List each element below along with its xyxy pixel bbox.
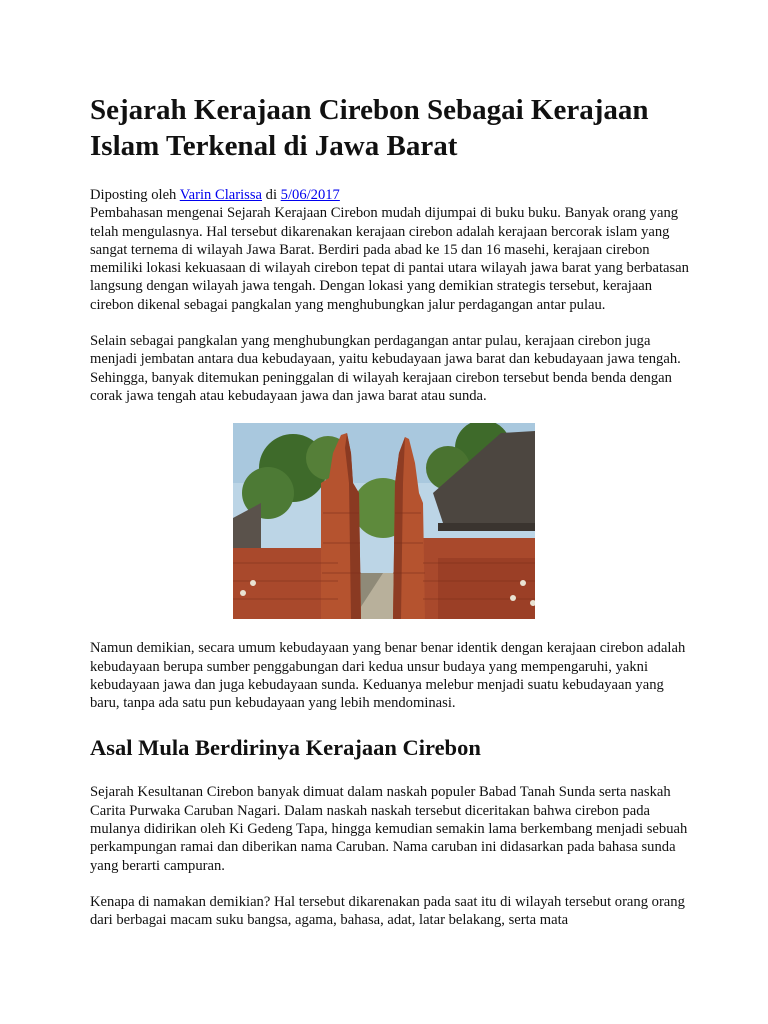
author-link[interactable]: Varin Clarissa <box>179 187 263 203</box>
paragraph-2: Selain sebagai pangkalan yang menghubungkan perdagangan antar pulau, kerajaan cirebon juga menjadi jembatan antara dua kebudayaan, yaitu kebudayaan jawa barat dan kebudayaan jawa tengah. Sehingga, banyak ditemukan peninggalan di wilayah kerajaan cirebon tersebut benda benda dengan corak jawa tengah atau kebudayaan jawa dan jawa barat atau sunda. <box>90 333 681 404</box>
section-paragraph-2: Kenapa di namakan demikian? Hal tersebut dikarenakan pada saat itu di wilayah tersebut orang orang dari berbagai macam suku bangsa, agama, bahasa, adat, latar belakang, serta mata <box>90 893 685 929</box>
temple-gate-photo <box>233 423 535 619</box>
paragraph-3: Namun demikian, secara umum kebudayaan yang benar benar identik dengan kerajaan cirebon adalah kebudayaan berupa sumber penggabungan dari kedua unsur budaya yang mempengaruhi, yakni kebudayaan jawa dan juga kebudayaan sunda. Keduanya melebur menjadi suatu kebudayaan yang baru, tanpa ada satu pun kebudayaan yang lebih mendominasi. <box>90 640 686 712</box>
paragraph-1: Pembahasan mengenai Sejarah Kerajaan Cirebon mudah dijumpai di buku buku. Banyak orang yang telah mengulasnya. Hal tersebut dikarenakan kerajaan cirebon adalah kerajaan bercorak islam yang sangat ternema di wilayah Jawa Barat. Berdiri pada abad ke 15 dan 16 masehi, kerajaan cirebon memiliki lokasi kekuasaan di wilayah cirebon tepat di pantai utara wilayah jawa barat yang berbatasan langsung dengan wilayah jawa tengah. Dengan lokasi yang demikian strategis tersebut, kerajaan cirebon dikenal sebagai pangkalan yang menghubungkan jalur perdagangan antar pulau. <box>90 205 689 313</box>
article-title: Sejarah Kerajaan Cirebon Sebagai Kerajaan Islam Terkenal di Jawa Barat <box>90 94 649 162</box>
article <box>90 92 690 948</box>
date-link[interactable]: 5/06/2017 <box>280 187 340 203</box>
section-heading: Asal Mula Berdirinya Kerajaan Cirebon <box>90 735 481 761</box>
byline-prefix: Diposting oleh <box>90 187 180 203</box>
byline-middle: di <box>262 187 281 203</box>
byline <box>90 186 690 204</box>
section-paragraph-1: Sejarah Kesultanan Cirebon banyak dimuat dalam naskah populer Babad Tanah Sunda serta naskah Carita Purwaka Caruban Nagari. Dalam naskah naskah tersebut diceritakan bahwa cirebon pada mulanya didirikan oleh Ki Gedeng Tapa, hingga kemudian semakin lama berkembang menjadi sebuah perkampungan ramai dan diberikan nama Caruban. Nama caruban ini didasarkan pada bahasa sunda yang berarti campuran. <box>90 784 688 874</box>
